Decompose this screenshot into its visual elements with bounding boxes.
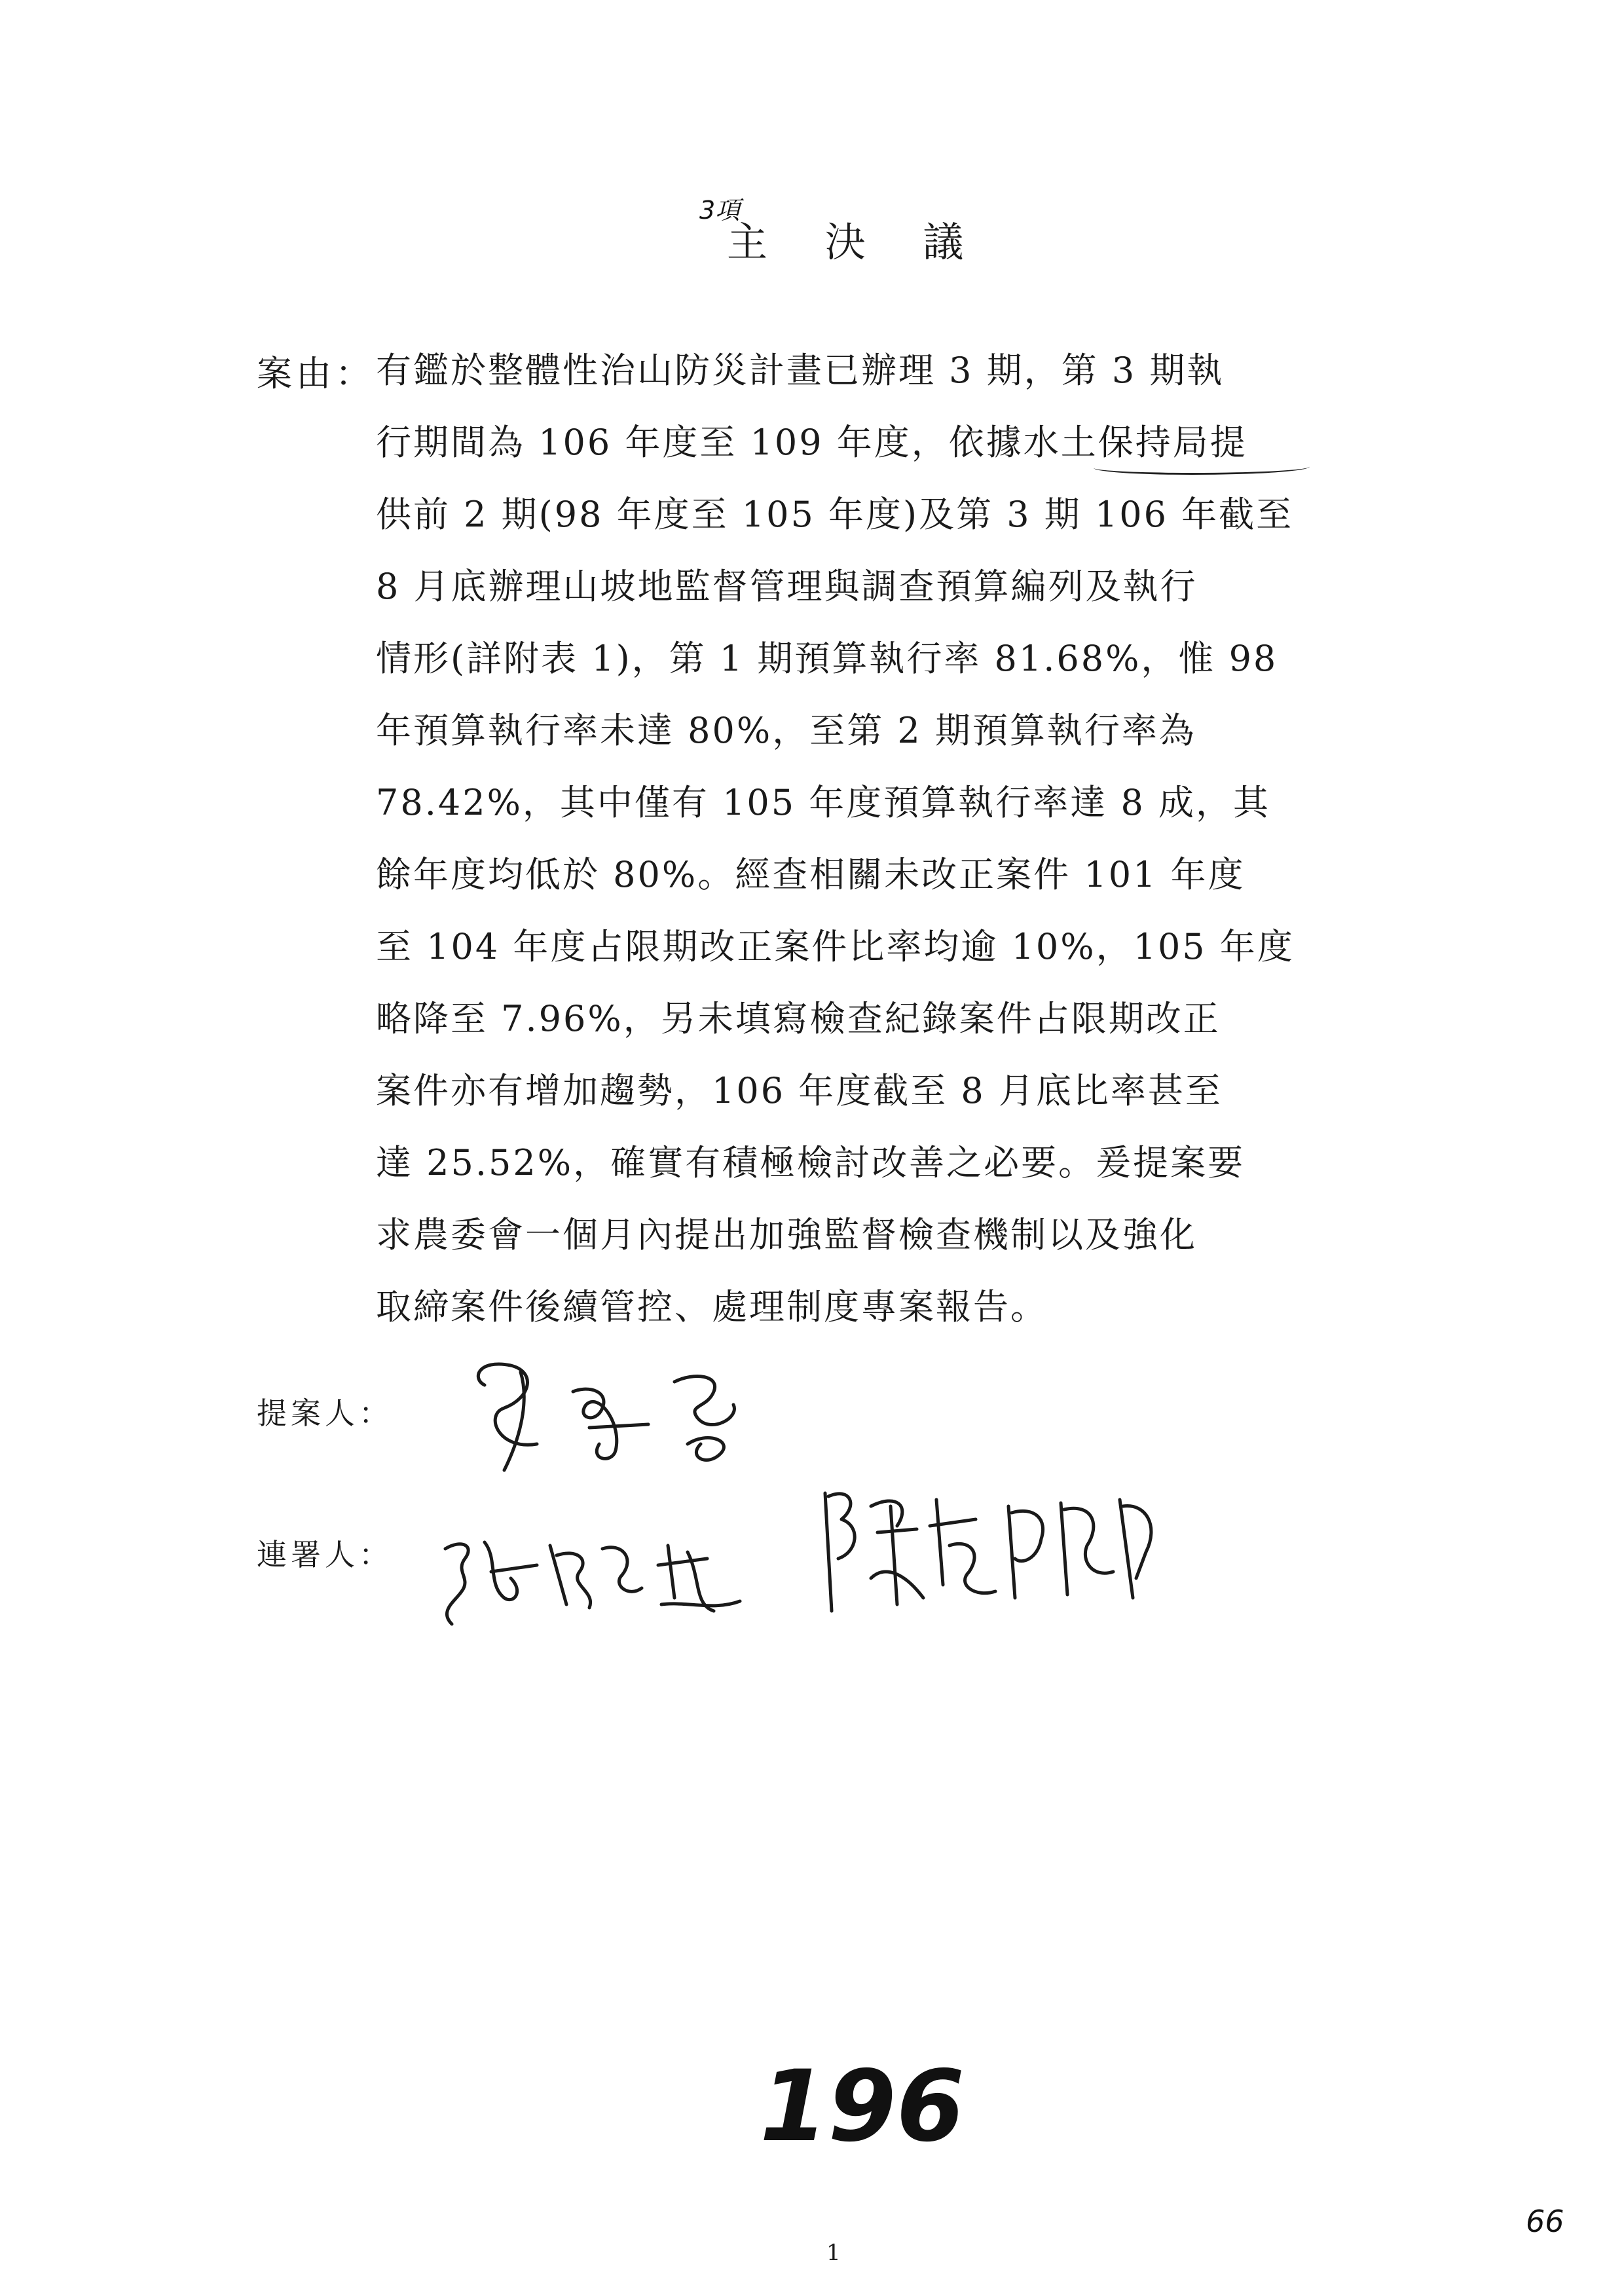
body-line: 供前 2 期(98 年度至 105 年度)及第 3 期 106 年截至 bbox=[376, 494, 1294, 535]
page-number: 1 bbox=[826, 2240, 841, 2266]
page-title: 主 決 議 bbox=[727, 218, 986, 266]
body-line: 8 月底辦理山坡地監督管理與調查預算編列及執行 bbox=[376, 566, 1198, 607]
body-line: 有鑑於整體性治山防災計畫已辦理 3 期，第 3 期執 bbox=[376, 350, 1225, 391]
cosigners-label: 連署人： bbox=[257, 1537, 393, 1572]
body-line: 略降至 7.96%，另未填寫檢查紀錄案件占限期改正 bbox=[376, 998, 1221, 1039]
body-line: 案件亦有增加趨勢，106 年度截至 8 月底比率甚至 bbox=[376, 1070, 1223, 1111]
body-line: 求農委會一個月內提出加強監督檢查機制以及強化 bbox=[376, 1214, 1197, 1255]
corner-number: 66 bbox=[1526, 2204, 1564, 2239]
handwritten-number: 196 bbox=[760, 2050, 965, 2164]
cosigner-signature bbox=[426, 1519, 766, 1631]
body-line: 情形(詳附表 1)，第 1 期預算執行率 81.68%，惟 98 bbox=[376, 638, 1278, 679]
body-line: 行期間為 106 年度至 109 年度，依據水土保持局提 bbox=[376, 422, 1247, 463]
body-line: 取締案件後續管控、處理制度專案報告。 bbox=[376, 1286, 1048, 1327]
reason-text bbox=[376, 346, 1371, 1354]
body-line: 至 104 年度占限期改正案件比率均逾 10%，105 年度 bbox=[376, 926, 1295, 967]
body-line: 餘年度均低於 80%。經查相關未改正案件 101 年度 bbox=[376, 854, 1246, 895]
proposer-label: 提案人： bbox=[257, 1396, 393, 1431]
proposer-signature bbox=[458, 1346, 799, 1483]
reason-label: 案由： bbox=[257, 353, 375, 394]
body-line: 年預算執行率未達 80%，至第 2 期預算執行率為 bbox=[376, 710, 1196, 751]
title-annotation: 3項 bbox=[699, 196, 741, 225]
body-line: 達 25.52%，確實有積極檢討改善之必要。爰提案要 bbox=[376, 1142, 1246, 1183]
cosigner-signature bbox=[805, 1467, 1172, 1624]
body-line: 78.42%，其中僅有 105 年度預算執行率達 8 成，其 bbox=[376, 782, 1270, 823]
